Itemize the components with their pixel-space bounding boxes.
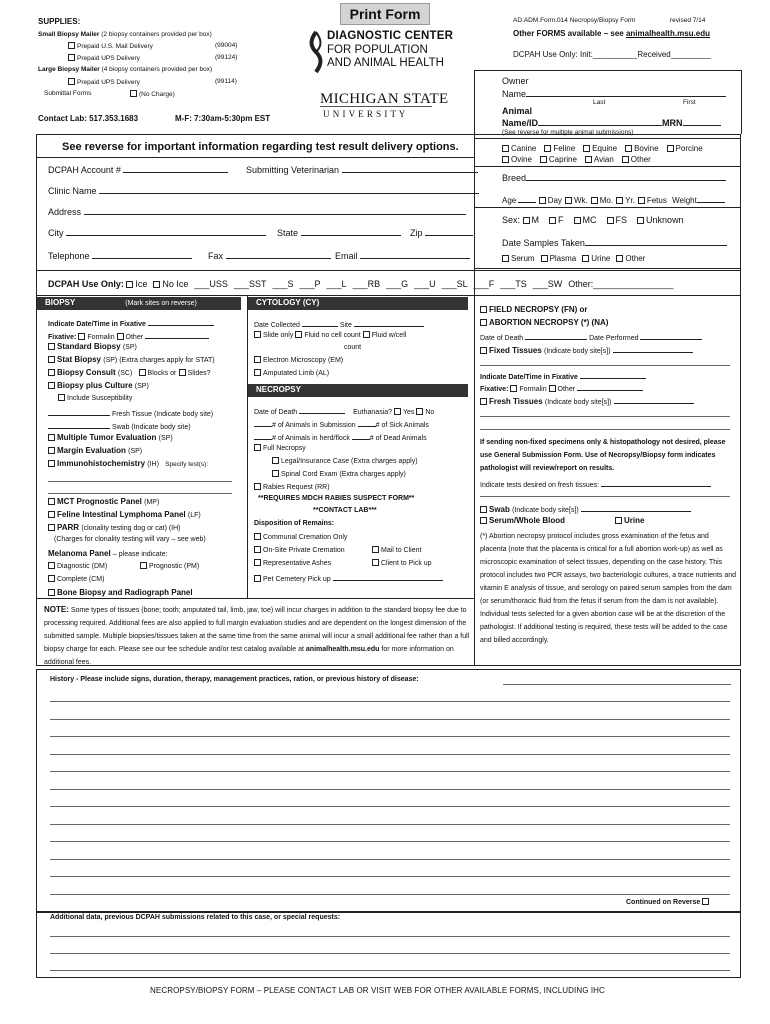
breed-field[interactable]: Breed	[502, 172, 726, 184]
contact-lab: Contact Lab: 517.353.1683	[38, 114, 139, 123]
use-only-item-6[interactable]: ___L	[326, 279, 347, 289]
abortion-necropsy[interactable]: ABORTION NECROPSY (*) (NA)	[480, 318, 608, 328]
sex-opt-4[interactable]: Unknown	[637, 215, 684, 225]
use-only-item-8[interactable]: ___G	[386, 279, 409, 289]
see-reverse-banner: See reverse for important information regarding test result delivery options.	[62, 141, 459, 153]
history-label[interactable]: History - Please include signs, duration, therapy, management practices, ration, or previous history of disease:	[50, 676, 419, 683]
right-fixative[interactable]: Fixative: Formalin Other	[480, 382, 643, 394]
rabies-requires: **REQUIRES MDCH RABIES SUSPECT FORM**	[258, 495, 415, 502]
species-row-2[interactable]	[502, 155, 659, 165]
non-fixed-note: If sending non-fixed specimens only & histopathology not desired, please use General Submission Form. Use of Necropsy/Biopsy form indicates pathologist will review/report on results.	[480, 439, 726, 472]
biopsy-fixative[interactable]: Fixative: Formalin Other	[48, 330, 209, 342]
right-date-death[interactable]: Date of Death Date Performed	[480, 331, 702, 343]
bone-biopsy[interactable]: Bone Biopsy and Radiograph Panel	[48, 588, 193, 598]
prepaid-usps[interactable]: Prepaid U.S. Mail Delivery	[68, 42, 153, 51]
right-indicate[interactable]: Indicate Date/Time in Fixative	[480, 370, 646, 382]
history-line[interactable]	[50, 824, 730, 825]
species2-0[interactable]: Ovine	[502, 155, 532, 164]
email-field[interactable]: Email	[335, 250, 470, 262]
owner-name[interactable]: Name	[502, 88, 726, 100]
dcpah-logo-icon	[307, 30, 325, 74]
animal-label: Animal	[502, 106, 533, 116]
clonality-charges: (Charges for clonality testing will vary – see web)	[54, 536, 206, 543]
fresh-tissue[interactable]: Fresh Tissue (Indicate body site)	[48, 407, 213, 419]
species-2[interactable]: Equine	[583, 144, 617, 153]
use-only-item-2[interactable]: ___USS	[194, 279, 228, 289]
note-paragraph: NOTE: Some types of tissues (bone; tooth; amputated tail, limb, jaw, toe) will incur charges in addition to the standard biopsy fee due to processing required. Additional fees are also applied to full margin evaluation studies and are dependent on the longest dimension of the submitted sample. Multiple biopsies/tissues taken at the same time from the same animal will incur a small additional fee rather than a full biopsy charge for each. Please see our fee schedule and/or test catalog available at animalhealth.msu.edu for more information on additional fees.	[44, 605, 470, 666]
biopsy-culture[interactable]: Biopsy plus Culture (SP)	[48, 381, 149, 391]
age-unit-1[interactable]: Wk.	[565, 196, 588, 205]
use-only-item-12[interactable]: ___TS	[500, 279, 527, 289]
large-ups[interactable]: Prepaid UPS Delivery	[68, 78, 140, 87]
sample-0[interactable]: Serum	[502, 254, 535, 263]
age-row[interactable]: Age Day Wk. Mo. Yr. Fetus Weight	[502, 194, 725, 206]
sex-opt-3[interactable]: FS	[607, 215, 628, 225]
samples-row[interactable]	[502, 254, 651, 264]
prepaid-ups[interactable]: Prepaid UPS Delivery	[68, 54, 140, 63]
immunohistochemistry[interactable]: Immunohistochemistry (IH) Specify test(s):	[48, 459, 208, 469]
submittal-forms: Submittal Forms	[44, 90, 92, 97]
history-line[interactable]	[50, 771, 730, 772]
sex-opt-2[interactable]: MC	[574, 215, 597, 225]
sex-row[interactable]: Sex: M F MC FS Unknown	[502, 215, 684, 225]
species-1[interactable]: Feline	[544, 144, 575, 153]
lab-hours: M-F: 7:30am-5:30pm EST	[175, 114, 271, 123]
species-row-1[interactable]	[502, 144, 711, 154]
margin-evaluation[interactable]: Margin Evaluation (SP)	[48, 446, 142, 456]
history-line[interactable]	[50, 841, 730, 842]
history-line[interactable]	[50, 876, 730, 877]
history-line[interactable]	[50, 806, 730, 807]
use-only-item-4[interactable]: ___S	[272, 279, 294, 289]
state-field[interactable]: State	[277, 227, 401, 239]
rabies-request[interactable]: Rabies Request (RR)	[254, 483, 330, 492]
last-label: Last	[593, 99, 606, 106]
onsite-cremation[interactable]: On-Site Private Cremation	[254, 546, 345, 555]
swab-biopsy[interactable]: Swab (Indicate body site)	[48, 420, 191, 432]
form-revised: revised 7/14	[670, 17, 706, 24]
owner-label: Owner	[502, 76, 529, 86]
zip-field[interactable]: Zip	[410, 227, 473, 239]
amputated-limb[interactable]: Amputated Limb (AL)	[254, 369, 329, 378]
submitting-vet[interactable]: Submitting Veterinarian	[246, 164, 478, 176]
first-label: First	[683, 99, 696, 106]
client-pickup[interactable]: Client to Pick up	[372, 559, 432, 568]
swab-right[interactable]: Swab (Indicate body site[s])	[480, 503, 691, 515]
animals-herd[interactable]: # of Animals in herd/flock # of Dead Animals	[254, 431, 427, 443]
use-only-item-11[interactable]: ___F	[473, 279, 495, 289]
supplies-label: SUPPLIES:	[38, 17, 81, 26]
species-4[interactable]: Porcine	[667, 144, 703, 153]
dcpah-account[interactable]: DCPAH Account #	[48, 164, 228, 176]
species-3[interactable]: Bovine	[625, 144, 658, 153]
feline-lymphoma[interactable]: Feline Intestinal Lymphoma Panel (LF)	[48, 510, 201, 520]
footer-text: NECROPSY/BIOPSY FORM – PLEASE CONTACT LAB OR VISIT WEB FOR OTHER AVAILABLE FORMS, INCLUDING IHC	[150, 986, 605, 995]
serum-whole-blood[interactable]: Serum/Whole Blood	[480, 516, 565, 526]
no-charge[interactable]: (No Charge)	[130, 90, 175, 99]
other-forms: Other FORMS available – see animalhealth.msu.edu	[513, 29, 710, 38]
age-unit-0[interactable]: Day	[539, 196, 562, 205]
use-only-item-3[interactable]: ___SST	[233, 279, 267, 289]
age-unit-3[interactable]: Yr.	[616, 196, 635, 205]
use-only-item-14[interactable]: Other:________________	[568, 279, 674, 289]
use-only-item-7[interactable]: ___RB	[352, 279, 381, 289]
melanoma-prognostic[interactable]: Prognostic (PM)	[140, 562, 199, 571]
fax-field[interactable]: Fax	[208, 250, 331, 262]
contact-lab-note: **CONTACT LAB***	[313, 507, 377, 514]
dcpah-use-init: DCPAH Use Only: Init:__________Received_________	[513, 50, 711, 59]
clinic-name[interactable]: Clinic Name	[48, 185, 479, 197]
other-forms-link[interactable]: animalhealth.msu.edu	[625, 29, 710, 38]
use-only-item-1[interactable]: No Ice	[153, 279, 188, 289]
animals-submission[interactable]: # of Animals in Submission # of Sick Animals	[254, 418, 429, 430]
necropsy-death[interactable]: Date of Death Euthanasia? Yes No	[254, 405, 434, 417]
date-samples[interactable]: Date Samples Taken	[502, 237, 727, 249]
sample-1[interactable]: Plasma	[541, 254, 577, 263]
history-line[interactable]	[50, 754, 730, 755]
use-only-item-0[interactable]: Ice	[126, 279, 147, 289]
abortion-protocol-note: (*) Abortion necropsy protocol includes gross examination of the fetus and placenta (note that the placenta is critical for a full abortion work-up) as well as microscopic examination of select tissues, depending on the case history. This protocol includes two PCR assays, two bacteriologic cultures, a trace nutrients and vitamin E analysis of tissue, and serology on paired serum samples from the dam (or serum/thoracic fluid from the fetus if serum from the dam is not available). Individual tests selected for a given abortion case will be at the discretion of the pathologist. If additional testing is required, these tests will be added to the case and billed accordingly.	[480, 533, 737, 644]
small-mailer: Small Biopsy Mailer (2 biopsy containers provided per box)	[38, 31, 212, 38]
cytology-header: CYTOLOGY (CY)	[248, 297, 468, 310]
use-only-item-13[interactable]: ___SW	[532, 279, 563, 289]
fresh-tissues[interactable]: Fresh Tissues (Indicate body site[s])	[480, 395, 694, 407]
include-susceptibility[interactable]: Include Susceptibility	[58, 394, 132, 403]
cytology-count: count	[344, 344, 362, 351]
prepaid-usps-code: (99004)	[215, 42, 238, 49]
telephone-field[interactable]: Telephone	[48, 250, 192, 262]
species-0[interactable]: Canine	[502, 144, 536, 153]
logo-line-3: AND ANIMAL HEALTH	[327, 57, 444, 69]
use-only-item-9[interactable]: ___U	[414, 279, 436, 289]
large-mailer: Large Biopsy Mailer (4 biopsy containers provided per box)	[38, 66, 213, 73]
electron-microscopy[interactable]: Electron Microscopy (EM)	[254, 356, 343, 365]
city-field[interactable]: City	[48, 227, 266, 239]
use-only-item-5[interactable]: ___P	[299, 279, 321, 289]
history-line[interactable]	[50, 719, 730, 720]
cytology-options[interactable]: Slide only Fluid no cell count Fluid w/cell	[254, 331, 406, 340]
large-ups-code: (99114)	[215, 78, 237, 85]
use-only-item-10[interactable]: ___SL	[441, 279, 468, 289]
history-line[interactable]	[50, 894, 730, 895]
animal-name-id[interactable]: Name/ID MRN	[502, 117, 721, 129]
mct-panel[interactable]: MCT Prognostic Panel (MP)	[48, 497, 159, 507]
continued-reverse[interactable]: Continued on Reverse	[626, 898, 711, 907]
cytology-date[interactable]: Date Collected Site	[254, 318, 424, 330]
parr-test[interactable]: PARR (clonality testing dog or cat) (IH)	[48, 523, 181, 533]
address-field[interactable]: Address	[48, 206, 466, 218]
age-unit-2[interactable]: Mo.	[591, 196, 613, 205]
history-line[interactable]	[50, 789, 730, 790]
dcpah-use-only-row[interactable]: DCPAH Use Only: Ice No Ice ___USS ___SST ___S ___P ___L ___RB ___G ___U ___SL ___F ___TS ___SW Other:________________	[48, 279, 674, 289]
full-necropsy[interactable]: Full Necropsy	[254, 444, 306, 453]
melanoma-diagnostic[interactable]: Diagnostic (DM)	[48, 562, 107, 571]
stat-biopsy[interactable]: Stat Biopsy (SP) (Extra charges apply for STAT)	[48, 355, 215, 365]
melanoma-complete[interactable]: Complete (CM)	[48, 575, 104, 584]
additional-data-label[interactable]: Additional data, previous DCPAH submissions related to this case, or special requests:	[50, 914, 341, 921]
sample-2[interactable]: Urine	[582, 254, 610, 263]
form-id: AD.ADM.Form.014 Necropsy/Biopsy Form	[513, 17, 636, 24]
biopsy-header: BIOPSY (Mark sites on reverse)	[37, 297, 241, 310]
sex-opt-1[interactable]: F	[549, 215, 564, 225]
sex-opt-0[interactable]: M	[523, 215, 540, 225]
see-reverse-multiple: (See reverse for multiple animal submissions)	[502, 129, 634, 136]
standard-biopsy[interactable]: Standard Biopsy (SP)	[48, 342, 137, 352]
communal-cremation[interactable]: Communal Cremation Only	[254, 533, 347, 542]
biopsy-indicate[interactable]: Indicate Date/Time in Fixative	[48, 317, 214, 329]
disposition-label: Disposition of Remains:	[254, 520, 335, 527]
multiple-tumor[interactable]: Multiple Tumor Evaluation (SP)	[48, 433, 173, 443]
field-necropsy[interactable]: FIELD NECROPSY (FN) or	[480, 305, 588, 315]
representative-ashes[interactable]: Representative Ashes	[254, 559, 331, 568]
indicate-tests[interactable]: Indicate tests desired on fresh tissues:	[480, 478, 711, 490]
msu-logo: MICHIGAN STATE	[320, 91, 449, 107]
prepaid-ups-code: (99124)	[215, 54, 238, 61]
species2-2[interactable]: Avian	[585, 155, 614, 164]
mail-to-client[interactable]: Mail to Client	[372, 546, 421, 555]
age-unit-4[interactable]: Fetus	[638, 196, 667, 205]
history-line[interactable]	[50, 701, 730, 702]
biopsy-consult[interactable]: Biopsy Consult (SC) Blocks or Slides?	[48, 368, 211, 378]
pet-cemetery[interactable]: Pet Cemetery Pick up	[254, 572, 443, 584]
print-form-button[interactable]: Print Form	[340, 3, 430, 25]
fixed-tissues[interactable]: Fixed Tissues (Indicate body site[s])	[480, 344, 693, 356]
sample-3[interactable]: Other	[616, 254, 645, 263]
logo-line-1: DIAGNOSTIC CENTER	[327, 30, 454, 42]
history-line[interactable]	[50, 859, 730, 860]
logo-line-2: FOR POPULATION	[327, 44, 428, 56]
necropsy-header: NECROPSY	[248, 384, 468, 397]
history-line[interactable]	[50, 736, 730, 737]
spinal-cord[interactable]: Spinal Cord Exam (Extra charges apply)	[272, 470, 406, 479]
melanoma-panel: Melanoma Panel – please indicate:	[48, 549, 168, 558]
legal-case[interactable]: Legal/Insurance Case (Extra charges apply)	[272, 457, 418, 466]
msu-university: U N I V E R S I T Y	[323, 109, 406, 119]
species2-1[interactable]: Caprine	[540, 155, 577, 164]
species2-3[interactable]: Other	[622, 155, 651, 164]
urine-right[interactable]: Urine	[615, 516, 644, 526]
